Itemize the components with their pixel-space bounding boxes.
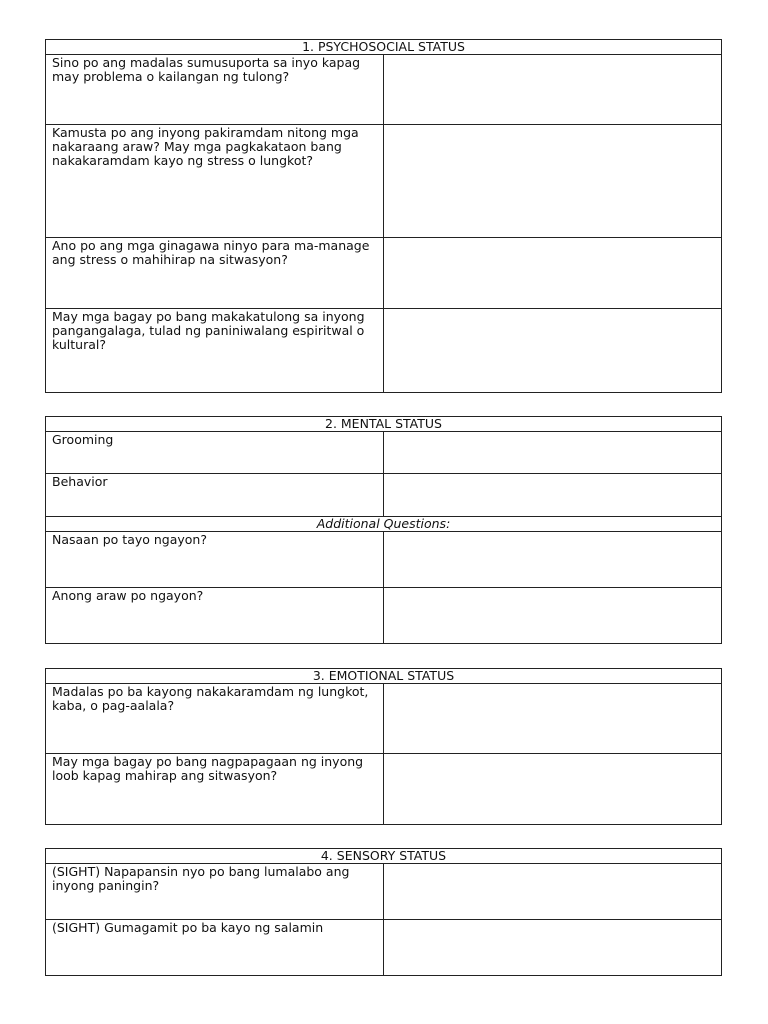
table-header-row	[46, 417, 722, 432]
table-row	[46, 432, 722, 474]
answer-cell[interactable]	[384, 684, 722, 754]
table-row	[46, 754, 722, 825]
table-row	[46, 588, 722, 644]
answer-cell[interactable]	[384, 754, 722, 825]
answer-cell[interactable]	[384, 125, 722, 238]
additional-questions-heading: Additional Questions:	[46, 517, 722, 532]
question-cell: Behavior	[46, 474, 384, 517]
answer-cell[interactable]	[384, 588, 722, 644]
sensory-status-table	[45, 848, 722, 976]
table-header-row	[46, 849, 722, 864]
section-title: 4. SENSORY STATUS	[46, 849, 722, 864]
section-title: 3. EMOTIONAL STATUS	[46, 669, 722, 684]
table-header-row	[46, 40, 722, 55]
question-cell: (SIGHT) Gumagamit po ba kayo ng salamin	[46, 920, 384, 976]
emotional-status-table	[45, 668, 722, 825]
table-row	[46, 920, 722, 976]
answer-cell[interactable]	[384, 920, 722, 976]
table-header-row	[46, 669, 722, 684]
table-row	[46, 864, 722, 920]
question-cell: Madalas po ba kayong nakakaramdam ng lungkot, kaba, o pag-aalala?	[46, 684, 384, 754]
answer-cell[interactable]	[384, 238, 722, 309]
question-cell: Ano po ang mga ginagawa ninyo para ma-manage ang stress o mahihirap na sitwasyon?	[46, 238, 384, 309]
question-cell: Nasaan po tayo ngayon?	[46, 532, 384, 588]
table-row	[46, 309, 722, 393]
section-title: 2. MENTAL STATUS	[46, 417, 722, 432]
psychosocial-status-table	[45, 39, 722, 393]
question-cell: Anong araw po ngayon?	[46, 588, 384, 644]
table-row	[46, 532, 722, 588]
answer-cell[interactable]	[384, 432, 722, 474]
question-cell: Kamusta po ang inyong pakiramdam nitong mga nakaraang araw? May mga pagkakataon bang nakakaramdam kayo ng stress o lungkot?	[46, 125, 384, 238]
answer-cell[interactable]	[384, 55, 722, 125]
section-title: 1. PSYCHOSOCIAL STATUS	[46, 40, 722, 55]
table-row	[46, 125, 722, 238]
table-row	[46, 238, 722, 309]
question-cell: May mga bagay po bang makakatulong sa inyong pangangalaga, tulad ng paniniwalang espiritwal o kultural?	[46, 309, 384, 393]
subheading-row	[46, 517, 722, 532]
answer-cell[interactable]	[384, 309, 722, 393]
table-row	[46, 55, 722, 125]
answer-cell[interactable]	[384, 532, 722, 588]
mental-status-table	[45, 416, 722, 644]
table-row	[46, 684, 722, 754]
answer-cell[interactable]	[384, 864, 722, 920]
question-cell: Sino po ang madalas sumusuporta sa inyo kapag may problema o kailangan ng tulong?	[46, 55, 384, 125]
table-row	[46, 474, 722, 517]
question-cell: Grooming	[46, 432, 384, 474]
answer-cell[interactable]	[384, 474, 722, 517]
question-cell: (SIGHT) Napapansin nyo po bang lumalabo ang inyong paningin?	[46, 864, 384, 920]
question-cell: May mga bagay po bang nagpapagaan ng inyong loob kapag mahirap ang sitwasyon?	[46, 754, 384, 825]
